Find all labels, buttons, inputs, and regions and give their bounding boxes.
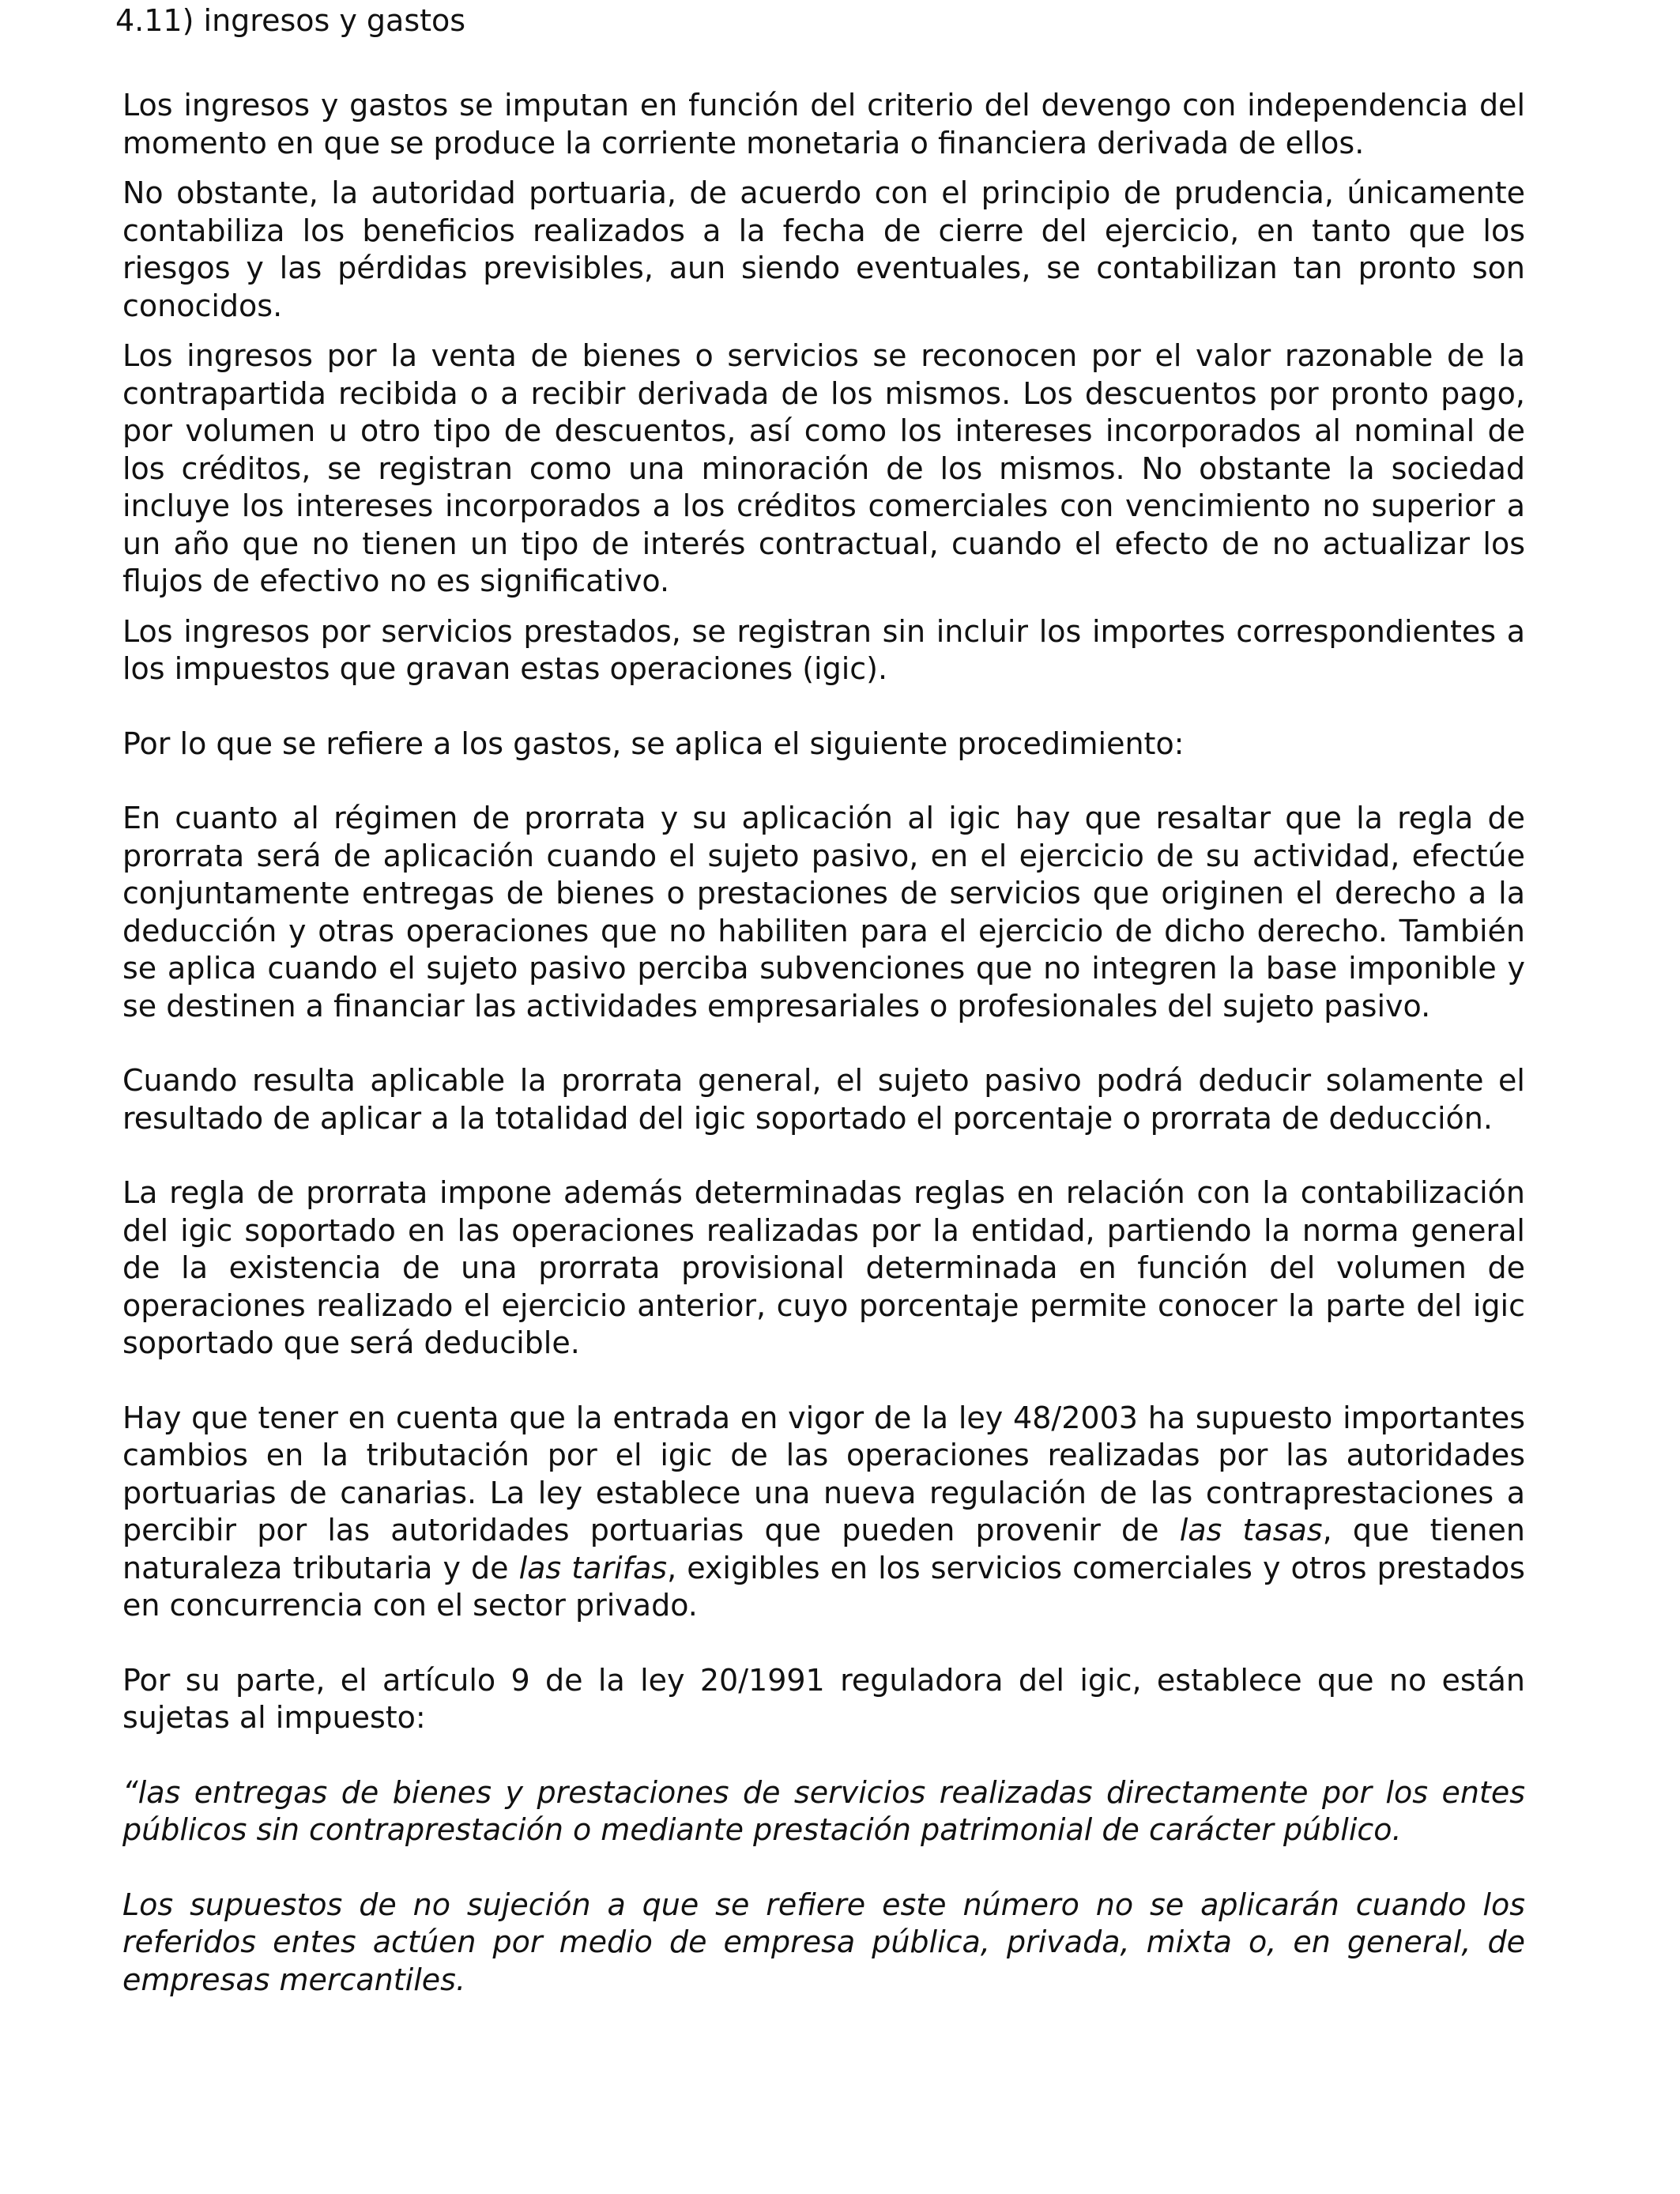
document-body	[122, 87, 1525, 1999]
ley-emphasis-tarifas: las tarifas	[518, 1550, 668, 1585]
quote-supuestos-no-sujecion: Los supuestos de no sujeción a que se refiere este número no se aplicarán cuando los referidos entes actúen por medio de empresa pública, privada, mixta o, en general, de empresas mercantiles.	[122, 1887, 1525, 1997]
paragraph-devengo: Los ingresos y gastos se imputan en función del criterio del devengo con independencia del momento en que se produce la corriente monetaria o financiera derivada de ellos.	[122, 88, 1525, 160]
paragraph-articulo-9: Por su parte, el artículo 9 de la ley 20/1991 reguladora del igic, establece que no están sujetas al impuesto:	[122, 1662, 1525, 1735]
paragraph-regimen-prorrata: En cuanto al régimen de prorrata y su aplicación al igic hay que resaltar que la regla de prorrata será de aplicación cuando el sujeto pasivo, en el ejercicio de su actividad, efectúe conjuntamente entregas de bienes o prestaciones de servicios que originen el derecho a la deducción y otras operaciones que no habiliten para el ejercicio de dicho derecho. También se aplica cuando el sujeto pasivo perciba subvenciones que no integren la base imponible y se destinen a financiar las actividades empresariales o profesionales del sujeto pasivo.	[122, 801, 1525, 1023]
quote-entregas-bienes: “las entregas de bienes y prestaciones de servicios realizadas directamente por los entes públicos sin contraprestación o mediante prestación patrimonial de carácter público.	[122, 1774, 1525, 1847]
paragraph-prorrata-general: Cuando resulta aplicable la prorrata general, el sujeto pasivo podrá deducir solamente el resultado de aplicar a la totalidad del igic soportado el porcentaje o prorrata de deducción.	[122, 1063, 1525, 1136]
paragraph-prudencia: No obstante, la autoridad portuaria, de acuerdo con el principio de prudencia, únicamente contabiliza los beneficios realizados a la fecha de cierre del ejercicio, en tanto que los riesgos y las pérdidas previsibles, aun siendo eventuales, se contabilizan tan pronto son conocidos.	[122, 175, 1525, 323]
ley-emphasis-tasas: las tasas	[1179, 1513, 1323, 1547]
ley-text-part-3: , exigibles en los servicios comerciales y otros prestados en concurrencia con el sector privado.	[122, 1550, 1525, 1623]
ley-text-part-1: Hay que tener en cuenta que la entrada en vigor de la ley 48/2003 ha supuesto importantes cambios en la tributación por el igic de las operaciones realizadas por las autoridades portuarias de canarias. La ley establece una nueva regulación de las contraprestaciones a percibir por las autoridades portuarias que pueden provenir de	[122, 1400, 1525, 1547]
ley-text-part-2: , que tienen naturaleza tributaria y de	[122, 1513, 1525, 1585]
paragraph-gastos-intro: Por lo que se refiere a los gastos, se aplica el siguiente procedimiento:	[122, 726, 1185, 761]
paragraph-regla-prorrata: La regla de prorrata impone además determinadas reglas en relación con la contabilización del igic soportado en las operaciones realizadas por la entidad, partiendo la norma general de la existencia de una prorrata provisional determinada en función del volumen de operaciones realizado el ejercicio anterior, cuyo porcentaje permite conocer la parte del igic soportado que será deducible.	[122, 1175, 1525, 1360]
paragraph-ingresos-venta: Los ingresos por la venta de bienes o servicios se reconocen por el valor razonable de la contrapartida recibida o a recibir derivada de los mismos. Los descuentos por pronto pago, por volumen u otro tipo de descuentos, así como los intereses incorporados al nominal de los créditos, se registran como una minoración de los mismos. No obstante la sociedad incluye los intereses incorporados a los créditos comerciales con vencimiento no superior a un año que no tienen un tipo de interés contractual, cuando el efecto de no actualizar los flujos de efectivo no es significativo.	[122, 338, 1525, 598]
paragraph-ingresos-servicios: Los ingresos por servicios prestados, se registran sin incluir los importes correspondientes a los impuestos que gravan estas operaciones (igic).	[122, 613, 1525, 686]
section-heading: 4.11) ingresos y gastos	[115, 3, 466, 38]
paragraph-ley-48-2003	[122, 1400, 1525, 1625]
